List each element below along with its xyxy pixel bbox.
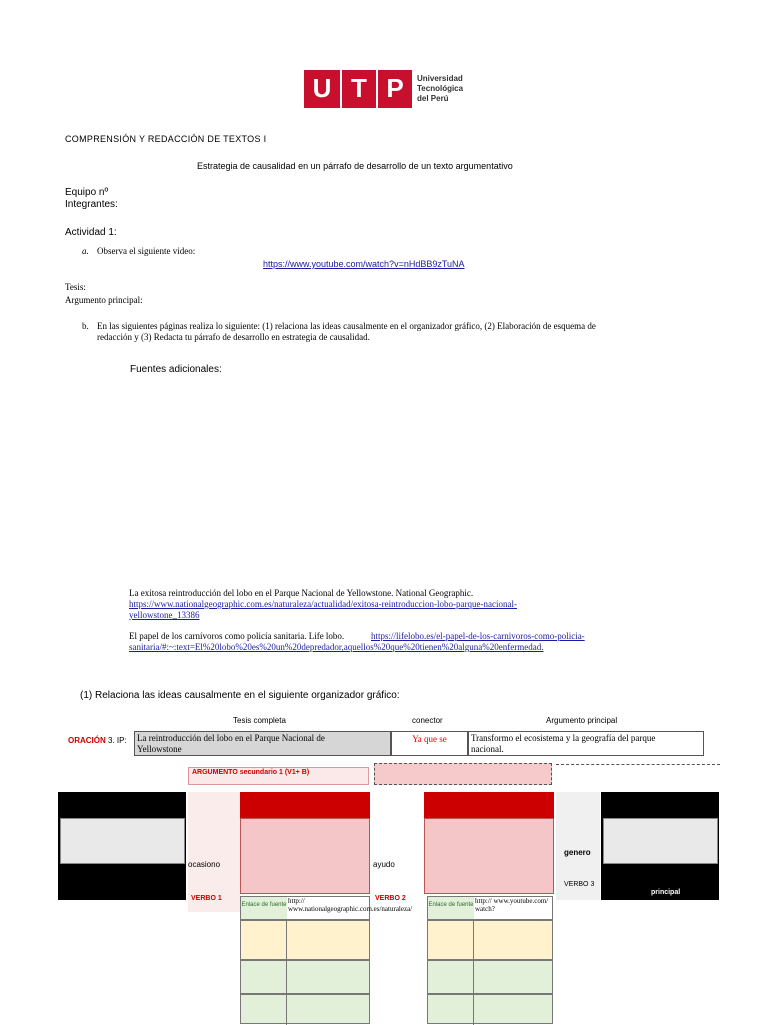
main-arg-line1: Transformo el ecosistema y la geografía del parque: [471, 733, 656, 743]
link-label-text: Enlace de fuente: [428, 902, 474, 908]
sources-label: Fuentes adicionales:: [130, 364, 222, 375]
source-2-text: El papel de los carnívoros como policía sanitaria. Life lobo.: [129, 631, 345, 641]
main-arg-box: [468, 731, 704, 756]
col1-green-row: [240, 960, 370, 994]
secondary-arg-2-box: [374, 763, 552, 785]
thesis-label: Tesis:: [65, 282, 86, 292]
source-1-text: La exitosa reintroducción del lobo en el Parque Nacional de Yellowstone. National Geographic.: [129, 588, 474, 598]
logo-letter-u: U: [304, 70, 340, 108]
col1-yellow-row: [240, 920, 370, 960]
col2-green-row-2: [427, 994, 553, 1024]
col2-green-row: [427, 960, 553, 994]
col2-link[interactable]: http:// www.youtube.com/ watch?: [475, 897, 549, 913]
verbo-1-label: VERBO 1: [191, 895, 222, 902]
col1-link[interactable]: http:// www.nationalgeographic.com.es/naturaleza/: [288, 897, 413, 913]
utp-logo: [304, 70, 474, 108]
col2-green-divider-2: [473, 995, 474, 1025]
connector-text: Ya que se: [412, 734, 447, 744]
col1-light-panel: [188, 792, 240, 912]
verbo-3-label: VERBO 3: [564, 881, 595, 888]
item-a-text: Observa el siguiente video:: [97, 246, 196, 256]
verbo-2-label: VERBO 2: [375, 895, 406, 902]
col2-link-row: [427, 896, 553, 920]
word-ayudo: ayudo: [373, 860, 395, 869]
col2-green-divider: [473, 961, 474, 995]
source-1-link-line2[interactable]: yellowstone_13386: [129, 610, 200, 620]
secondary-arg-1-label: ARGUMENTO secundario 1 (V1+ B): [192, 769, 310, 776]
word-genero: genero: [564, 848, 591, 857]
source-1-link-line1[interactable]: https://www.nationalgeographic.com.es/naturaleza/actualidad/exitosa-reintroduccion-lobo-parque-nacional-: [129, 599, 518, 609]
logo-name: [417, 74, 463, 104]
col1-green-divider-2: [286, 995, 287, 1025]
logo-name-line: Universidad: [417, 74, 463, 83]
logo-name-line: del Perú: [417, 94, 449, 103]
team-label: Equipo nº: [65, 187, 109, 198]
organizer-heading: (1) Relaciona las ideas causalmente en el siguiente organizador gráfico:: [80, 690, 400, 701]
logo-name-line: Tecnológica: [417, 84, 464, 93]
logo-letter-t: T: [342, 70, 376, 108]
item-b-marker: b.: [82, 321, 89, 331]
col2-yellow-row: [427, 920, 553, 960]
col2-yellow-divider: [473, 921, 474, 961]
col1-red-header: [240, 792, 370, 818]
word-ocasiono: ocasiono: [188, 860, 221, 869]
main-argument-label: Argumento principal:: [65, 295, 143, 305]
connector-box: [391, 731, 468, 756]
row-label-ip: 3. IP:: [108, 736, 127, 745]
item-b-line1: En las siguientes páginas realiza lo siguiente: (1) relaciona las ideas causalmente en el organizador gráfico, (2) Elaboración de esquema de: [97, 321, 596, 331]
thesis-box-line1: La reintroducción del lobo en el Parque Nacional de: [137, 733, 325, 743]
logo-letter-p: P: [378, 70, 412, 108]
row-label-oracion: ORACIÓN: [68, 736, 106, 745]
thesis-box: [134, 731, 391, 756]
col2-red-header: [424, 792, 554, 818]
col1-yellow-divider: [286, 921, 287, 961]
col-thesis-header: Tesis completa: [233, 716, 286, 725]
youtube-link[interactable]: https://www.youtube.com/watch?v=nHdBB9zTuNA: [263, 259, 465, 269]
source-2-link-line1[interactable]: https://lifelobo.es/el-papel-de-los-carnivoros-como-policia-: [371, 631, 585, 641]
item-b-line2: redacción y (3) Redacta tu párrafo de desarrollo en estrategia de causalidad.: [97, 332, 370, 342]
document-subtitle: Estrategia de causalidad en un párrafo de desarrollo de un texto argumentativo: [197, 161, 513, 171]
col-main-arg-header: Argumento principal: [546, 716, 618, 725]
item-a-marker: a.: [82, 246, 89, 256]
secondary-arg-1-box: [188, 767, 369, 785]
members-label: Integrantes:: [65, 199, 118, 210]
link-label-cell: [428, 897, 474, 919]
source-2-link-line2[interactable]: sanitaria/#:~:text=El%20lobo%20es%20un%20depredador,aquellos%20que%20tienen%20alguna%20enfermedad.: [129, 642, 544, 652]
col1-green-row-2: [240, 994, 370, 1024]
course-title: COMPRENSIÓN Y REDACCIÓN DE TEXTOS I: [65, 134, 267, 144]
col-connector-header: conector: [412, 716, 443, 725]
link-label-cell: [241, 897, 287, 919]
activity-label: Actividad 1:: [65, 227, 117, 238]
secondary-arg-3-box: [556, 764, 720, 780]
main-arg-line2: nacional.: [471, 744, 504, 754]
col1-pink-box: [240, 818, 370, 894]
col2-pink-box: [424, 818, 554, 894]
row-label: [68, 736, 127, 745]
principal-label: principal: [651, 889, 681, 896]
col1-green-divider: [286, 961, 287, 995]
thesis-box-line2: Yellowstone: [137, 744, 182, 754]
left-gray-panel: [60, 818, 185, 864]
right-gray-panel: [603, 818, 718, 864]
link-label-text: Enlace de fuente: [241, 902, 287, 908]
